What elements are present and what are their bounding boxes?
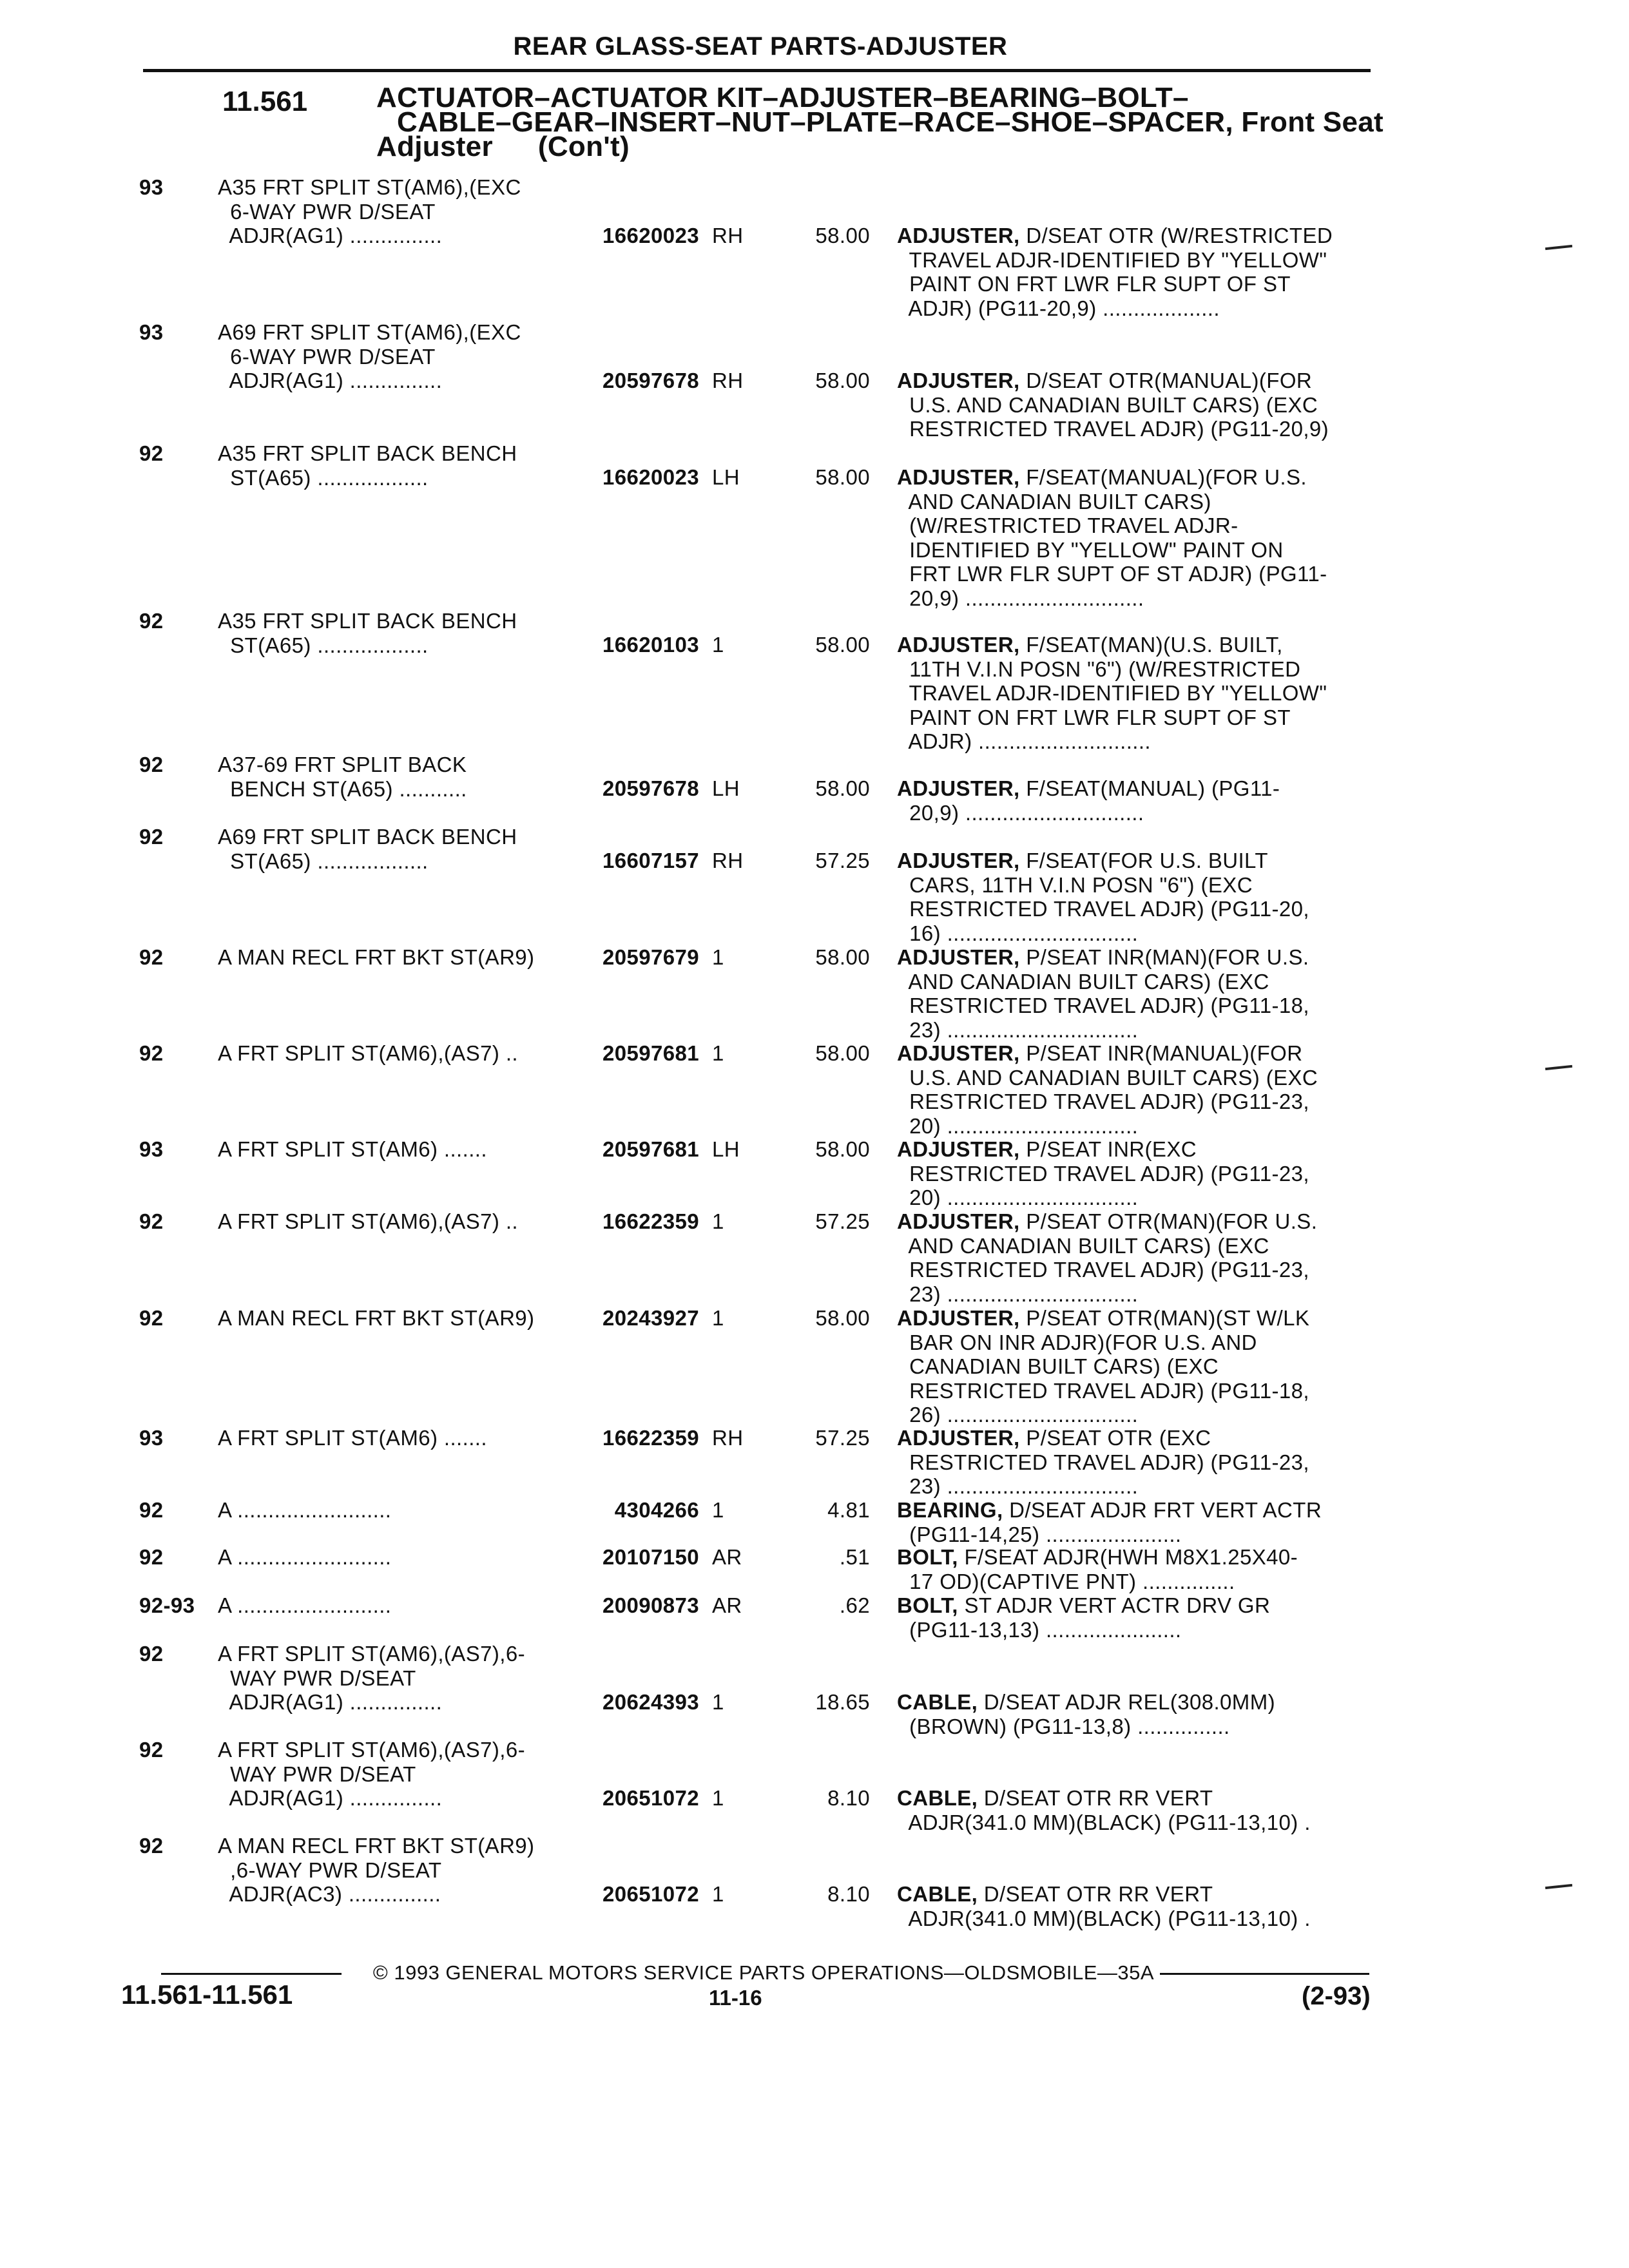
row-part-number: 20090873 [602,1593,699,1617]
footer-date: (2-93) [1302,1982,1371,2010]
row-year: 92-93 [139,1593,195,1617]
row-description-text: F/SEAT(MAN)(U.S. BUILT, 11TH V.I.N POSN "6") (W/RESTRICTED TRAVEL ADJR-IDENTIFIED BY "YELLOW" PAINT ON FRT LWR FLR SUPT OF ST ADJR) ............................ [908,633,1327,753]
row-description-text: ST ADJR VERT ACTR DRV GR (PG11-13,13) ...................... [909,1593,1271,1642]
row-description [897,1209,1367,1306]
row-price: 57.25 [815,1209,870,1233]
row-quantity: 1 [712,1882,724,1906]
group-number: 11.561 [222,86,308,117]
row-quantity: LH [712,1137,740,1161]
row-description-noun: BOLT, [897,1545,958,1569]
row-year: 92 [139,1642,164,1666]
group-title-adjuster: Adjuster [376,131,493,162]
row-year: 92 [139,1041,164,1065]
row-description-text: D/SEAT ADJR REL(308.0MM) (BROWN) (PG11-13,8) ............... [909,1690,1275,1738]
row-description-noun: ADJUSTER, [897,633,1020,657]
row-description [897,776,1367,825]
row-price: 58.00 [815,369,870,392]
row-application: A37-69 FRT SPLIT BACK BENCH ST(A65) ........... [218,753,467,801]
row-description-noun: ADJUSTER, [897,369,1020,392]
row-part-number: 20624393 [602,1690,699,1714]
row-year: 92 [139,1209,164,1233]
row-part-number: 16620023 [602,224,699,247]
row-year: 93 [139,1426,164,1450]
header-rule [143,69,1371,72]
row-description-text: F/SEAT(MANUAL) (PG11- 20,9) ............................. [909,776,1280,825]
row-price: 58.00 [815,776,870,800]
row-application: A FRT SPLIT ST(AM6),(AS7),6- WAY PWR D/SEAT ADJR(AG1) ............... [218,1738,525,1810]
row-description-text: D/SEAT ADJR FRT VERT ACTR (PG11-14,25) ...................... [909,1498,1322,1546]
row-description [897,633,1367,754]
row-price: 58.00 [815,1137,870,1161]
row-price: 58.00 [815,633,870,657]
row-year: 92 [139,441,164,465]
row-year: 92 [139,945,164,969]
row-description [897,465,1367,610]
row-application: A MAN RECL FRT BKT ST(AR9) [218,945,535,969]
row-part-number: 20651072 [602,1882,699,1906]
row-quantity: RH [712,1426,744,1450]
group-title-line1: ACTUATOR–ACTUATOR KIT–ADJUSTER–BEARING–BOLT– [376,82,1189,113]
row-price: 58.00 [815,1306,870,1330]
row-application: A69 FRT SPLIT ST(AM6),(EXC 6-WAY PWR D/SEAT ADJR(AG1) ............... [218,320,521,392]
revision-mark [1545,1065,1572,1070]
row-application: A35 FRT SPLIT BACK BENCH ST(A65) .................. [218,609,517,657]
row-quantity: 1 [712,1306,724,1330]
row-quantity: 1 [712,1786,724,1810]
row-application: A69 FRT SPLIT BACK BENCH ST(A65) .................. [218,825,517,873]
group-title-line3 [376,131,1388,162]
row-application: A FRT SPLIT ST(AM6),(AS7) .. [218,1209,518,1233]
row-year: 92 [139,825,164,849]
row-description [897,1306,1367,1427]
row-price: 57.25 [815,1426,870,1450]
row-part-number: 20243927 [602,1306,699,1330]
row-description-text: F/SEAT(MANUAL)(FOR U.S. AND CANADIAN BUILT CARS) (W/RESTRICTED TRAVEL ADJR- IDENTIFIED BY "YELLOW" PAINT ON FRT LWR FLR SUPT OF ST ADJR) (PG11- 20,9) ............................. [908,465,1327,610]
group-title [376,82,1388,162]
row-year: 92 [139,1498,164,1522]
row-description-text: P/SEAT OTR (EXC RESTRICTED TRAVEL ADJR) (PG11-23, 23) ............................... [909,1426,1309,1498]
row-application: A ......................... [218,1545,392,1569]
row-price: 58.00 [815,224,870,247]
footer-copyright: © 1993 GENERAL MOTORS SERVICE PARTS OPERATIONS—OLDSMOBILE—35A [372,1961,1155,1984]
row-quantity: 1 [712,1690,724,1714]
row-description [897,945,1367,1042]
row-description-noun: ADJUSTER, [897,224,1020,247]
row-price: .51 [839,1545,870,1569]
row-description-noun: ADJUSTER, [897,1041,1020,1065]
row-quantity: LH [712,776,740,800]
revision-mark [1545,1884,1572,1889]
row-year: 92 [139,1834,164,1858]
revision-mark [1545,245,1572,250]
footer-rule-right [1160,1973,1369,1975]
row-price: 58.00 [815,465,870,489]
row-application: A FRT SPLIT ST(AM6) ....... [218,1137,487,1161]
row-part-number: 20107150 [602,1545,699,1569]
row-price: 58.00 [815,1041,870,1065]
footer-rule-left [161,1973,342,1975]
row-description [897,1498,1367,1546]
row-part-number: 20597681 [602,1041,699,1065]
row-application: A FRT SPLIT ST(AM6),(AS7) .. [218,1041,518,1065]
row-year: 92 [139,1545,164,1569]
page-title: REAR GLASS-SEAT PARTS-ADJUSTER [513,32,1008,61]
row-part-number: 20597679 [602,945,699,969]
row-description-text: F/SEAT ADJR(HWH M8X1.25X40- 17 OD)(CAPTIVE PNT) ............... [909,1545,1298,1593]
row-description-noun: ADJUSTER, [897,1306,1020,1330]
row-application: A FRT SPLIT ST(AM6),(AS7),6- WAY PWR D/SEAT ADJR(AG1) ............... [218,1642,525,1714]
row-description-text: P/SEAT INR(EXC RESTRICTED TRAVEL ADJR) (PG11-23, 20) ............................... [909,1137,1309,1209]
row-year: 93 [139,175,164,199]
row-application: A MAN RECL FRT BKT ST(AR9) [218,1306,535,1330]
row-quantity: AR [712,1545,742,1569]
row-part-number: 16622359 [602,1426,699,1450]
row-description [897,1786,1367,1834]
row-application: A35 FRT SPLIT ST(AM6),(EXC 6-WAY PWR D/SEAT ADJR(AG1) ............... [218,175,521,247]
row-price: 58.00 [815,945,870,969]
row-description-text: D/SEAT OTR (W/RESTRICTED TRAVEL ADJR-IDENTIFIED BY "YELLOW" PAINT ON FRT LWR FLR SUPT OF ST ADJR) (PG11-20,9) ................... [908,224,1333,320]
row-part-number: 20651072 [602,1786,699,1810]
row-application: A MAN RECL FRT BKT ST(AR9) ,6-WAY PWR D/SEAT ADJR(AC3) ............... [218,1834,535,1906]
row-application: A ......................... [218,1593,392,1617]
row-price: .62 [839,1593,870,1617]
row-price: 8.10 [827,1882,870,1906]
row-description-text: P/SEAT OTR(MAN)(FOR U.S. AND CANADIAN BUILT CARS) (EXC RESTRICTED TRAVEL ADJR) (PG11-23, 23) ............................... [908,1209,1318,1306]
row-description [897,224,1367,320]
row-quantity: LH [712,465,740,489]
footer-page-number: 11-16 [709,1986,762,2010]
row-part-number: 16620103 [602,633,699,657]
row-description-noun: CABLE, [897,1690,978,1714]
footer-group-range: 11.561-11.561 [121,1979,293,2010]
row-price: 18.65 [815,1690,870,1714]
row-description [897,369,1367,441]
row-description [897,1041,1367,1138]
row-year: 93 [139,320,164,344]
row-description [897,1882,1367,1930]
row-price: 8.10 [827,1786,870,1810]
row-quantity: RH [712,224,744,247]
group-title-continued: (Con't) [537,131,630,162]
row-description-noun: ADJUSTER, [897,849,1020,872]
row-description [897,1137,1367,1210]
row-description-noun: BOLT, [897,1593,958,1617]
row-quantity: 1 [712,1498,724,1522]
row-description [897,1545,1367,1593]
row-description-text: P/SEAT OTR(MAN)(ST W/LK BAR ON INR ADJR)(FOR U.S. AND CANADIAN BUILT CARS) (EXC RESTRICTED TRAVEL ADJR) (PG11-18, 26) ............................... [909,1306,1310,1427]
row-part-number: 20597678 [602,776,699,800]
row-description-noun: BEARING, [897,1498,1003,1522]
row-application: A ......................... [218,1498,392,1522]
row-description-noun: ADJUSTER, [897,1137,1020,1161]
row-description-noun: ADJUSTER, [897,1426,1020,1450]
row-description-noun: CABLE, [897,1786,978,1810]
row-description-text: F/SEAT(FOR U.S. BUILT CARS, 11TH V.I.N POSN "6") (EXC RESTRICTED TRAVEL ADJR) (PG11-20, 16) ............................... [909,849,1309,945]
row-quantity: 1 [712,945,724,969]
row-description [897,1426,1367,1499]
row-application: A FRT SPLIT ST(AM6) ....... [218,1426,487,1450]
row-description-text: D/SEAT OTR(MANUAL)(FOR U.S. AND CANADIAN BUILT CARS) (EXC RESTRICTED TRAVEL ADJR) (PG11-20,9) [909,369,1329,441]
row-price: 4.81 [827,1498,870,1522]
row-description [897,849,1367,945]
row-part-number: 20597681 [602,1137,699,1161]
row-quantity: 1 [712,1209,724,1233]
row-year: 92 [139,609,164,633]
row-description-noun: ADJUSTER, [897,465,1020,489]
row-description-text: D/SEAT OTR RR VERT ADJR(341.0 MM)(BLACK) (PG11-13,10) . [908,1882,1311,1930]
row-description [897,1690,1367,1738]
row-year: 93 [139,1137,164,1161]
row-description-noun: ADJUSTER, [897,1209,1020,1233]
row-quantity: RH [712,369,744,392]
row-quantity: 1 [712,633,724,657]
row-part-number: 16607157 [602,849,699,872]
row-description-noun: CABLE, [897,1882,978,1906]
row-part-number: 4304266 [614,1498,699,1522]
row-part-number: 16622359 [602,1209,699,1233]
row-application: A35 FRT SPLIT BACK BENCH ST(A65) .................. [218,441,517,490]
group-title-line2: CABLE–GEAR–INSERT–NUT–PLATE–RACE–SHOE–SPACER, Front Seat [397,106,1383,138]
row-description-noun: ADJUSTER, [897,945,1020,969]
row-description-text: D/SEAT OTR RR VERT ADJR(341.0 MM)(BLACK) (PG11-13,10) . [908,1786,1311,1834]
row-quantity: AR [712,1593,742,1617]
row-quantity: 1 [712,1041,724,1065]
row-description-text: P/SEAT INR(MANUAL)(FOR U.S. AND CANADIAN BUILT CARS) (EXC RESTRICTED TRAVEL ADJR) (PG11-23, 20) ............................... [909,1041,1318,1138]
row-year: 92 [139,1306,164,1330]
row-part-number: 16620023 [602,465,699,489]
row-price: 57.25 [815,849,870,872]
row-description-text: P/SEAT INR(MAN)(FOR U.S. AND CANADIAN BUILT CARS) (EXC RESTRICTED TRAVEL ADJR) (PG11-18, 23) ............................... [908,945,1309,1042]
row-description-noun: ADJUSTER, [897,776,1020,800]
row-year: 92 [139,1738,164,1762]
row-description [897,1593,1367,1642]
row-quantity: RH [712,849,744,872]
row-year: 92 [139,753,164,776]
row-part-number: 20597678 [602,369,699,392]
